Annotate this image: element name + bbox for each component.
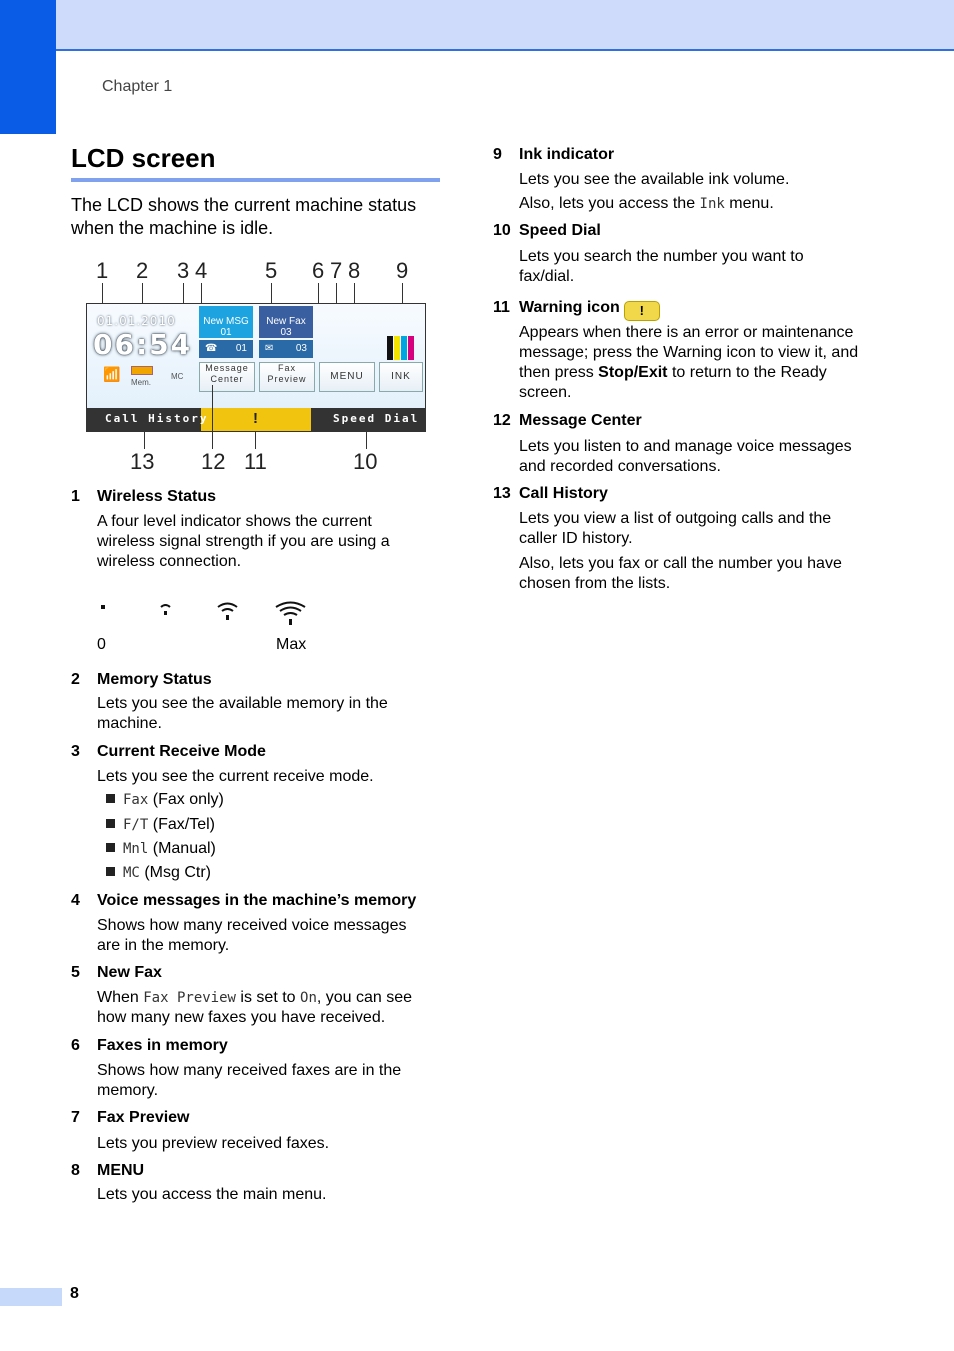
- lcd-diagram: [86, 255, 426, 475]
- voice-count: 01: [235, 343, 247, 354]
- section-title: LCD screen: [71, 143, 216, 173]
- leader-11: [255, 431, 256, 449]
- item-3-text: Lets you see the current receive mode.: [97, 768, 374, 785]
- item-10-heading: 10 Speed Dial: [493, 222, 601, 239]
- new-fax-label: New Fax: [266, 316, 306, 327]
- warning-icon: !: [253, 410, 258, 427]
- item-13-text-2: Also, lets you fax or call the number you have chosen from the lists.: [519, 555, 842, 592]
- memory-status-icon: [131, 366, 153, 375]
- call-history-button[interactable]: Call History: [105, 412, 209, 425]
- warning-inline-icon: !: [624, 301, 660, 321]
- item-13-text: Lets you view a list of outgoing calls and the caller ID history.: [519, 510, 832, 547]
- item-1-text: A four level indicator shows the current wireless signal strength if you are using a wireless connection.: [97, 513, 390, 570]
- item-3-heading: 3 Current Receive Mode: [71, 743, 266, 760]
- fax-preview-button[interactable]: Fax Preview: [259, 362, 315, 392]
- signal-min-label: 0: [97, 636, 106, 653]
- callout-6: 6: [312, 258, 325, 283]
- new-msg-label: New MSG: [203, 316, 249, 327]
- title-rule: [71, 178, 440, 182]
- ink-black: [387, 336, 393, 360]
- voice-icon: ☎: [205, 343, 218, 354]
- page-number-band: [0, 1288, 62, 1306]
- item-11-heading: 11 Warning icon !: [493, 299, 660, 321]
- mode-mc: MC (Msg Ctr): [106, 864, 211, 882]
- ink-yellow: [394, 336, 400, 360]
- signal-level-0-icon: [98, 601, 110, 619]
- callout-13: 13: [130, 449, 155, 474]
- item-13-heading: 13 Call History: [493, 485, 608, 502]
- item-2-heading: 2 Memory Status: [71, 671, 212, 688]
- item-9-heading: 9 Ink indicator: [493, 146, 615, 163]
- callout-8: 8: [348, 258, 361, 283]
- ink-magenta: [408, 336, 414, 360]
- new-msg-count: 01: [220, 327, 232, 338]
- item-8-text: Lets you access the main menu.: [97, 1186, 327, 1203]
- leader-12: [212, 385, 213, 449]
- callout-2: 2: [136, 258, 149, 283]
- lcd-screen: [86, 303, 426, 432]
- lcd-time: 06:54: [93, 328, 193, 361]
- leader-13: [144, 431, 145, 449]
- callout-9: 9: [396, 258, 409, 283]
- item-7-heading: 7 Fax Preview: [71, 1109, 190, 1126]
- message-center-button[interactable]: Message Center: [199, 362, 255, 392]
- leader-10: [366, 431, 367, 449]
- mode-fax: Fax (Fax only): [106, 791, 224, 809]
- callout-12: 12: [201, 449, 226, 474]
- item-2-text: Lets you see the available memory in the machine.: [97, 695, 388, 732]
- item-6-text: Shows how many received faxes are in the memory.: [97, 1062, 402, 1099]
- mode-mnl: Mnl (Manual): [106, 840, 216, 858]
- chapter-tab: [0, 0, 56, 134]
- wireless-icon: 📶: [103, 366, 121, 382]
- signal-max-label: Max: [276, 636, 307, 653]
- item-5-text: When Fax Preview is set to On, you can see how many new faxes you have received.: [97, 989, 413, 1026]
- page-number: 8: [70, 1285, 79, 1302]
- intro-text: The LCD shows the current machine status when the machine is idle.: [71, 195, 417, 238]
- callout-10: 10: [353, 449, 378, 474]
- callout-3: 3: [177, 258, 190, 283]
- item-6-heading: 6 Faxes in memory: [71, 1037, 228, 1054]
- callout-7: 7: [330, 258, 343, 283]
- item-4-heading: 4 Voice messages in the machine’s memory: [71, 892, 417, 909]
- fax-count: 03: [295, 343, 307, 354]
- new-fax-tile[interactable]: [259, 306, 313, 338]
- menu-button[interactable]: MENU: [319, 362, 375, 392]
- chapter-label: Chapter 1: [102, 78, 173, 95]
- signal-level-3-icon: [274, 601, 308, 632]
- item-12-text: Lets you listen to and manage voice messages and recorded conversations.: [519, 438, 852, 475]
- signal-level-1-icon: [158, 601, 174, 622]
- callout-4: 4: [195, 258, 208, 283]
- ink-cyan: [401, 336, 407, 360]
- item-8-heading: 8 MENU: [71, 1162, 145, 1179]
- item-1-heading: 1 Wireless Status: [71, 488, 217, 505]
- mode-ft: F/T (Fax/Tel): [106, 816, 215, 834]
- item-10-text: Lets you search the number you want to fax/dial.: [519, 248, 804, 285]
- top-band: [0, 0, 954, 51]
- fax-icon: ✉: [265, 343, 274, 354]
- item-7-text: Lets you preview received faxes.: [97, 1135, 330, 1152]
- new-msg-tile[interactable]: [199, 306, 253, 338]
- receive-mode-label: MC: [171, 372, 184, 381]
- memory-label: Mem.: [131, 378, 151, 387]
- item-5-heading: 5 New Fax: [71, 964, 162, 981]
- ink-button[interactable]: INK: [379, 362, 423, 392]
- item-4-text: Shows how many received voice messages are in the memory.: [97, 917, 407, 954]
- faxes-in-memory-tile: [259, 340, 313, 358]
- item-12-heading: 12 Message Center: [493, 412, 642, 429]
- item-11-text: Appears when there is an error or maintenance message; press the Warning icon to view it, and then press Stop/Exit to return to the Ready screen.: [519, 324, 859, 401]
- signal-level-2-icon: [216, 601, 240, 628]
- callout-1: 1: [96, 258, 109, 283]
- item-9-text-2: Also, lets you access the Ink menu.: [519, 195, 774, 212]
- callout-5: 5: [265, 258, 278, 283]
- callout-11: 11: [244, 449, 267, 474]
- lcd-date: 01.01.2010: [97, 314, 176, 328]
- speed-dial-button[interactable]: Speed Dial: [333, 412, 420, 425]
- new-fax-count: 03: [280, 327, 292, 338]
- item-9-text: Lets you see the available ink volume.: [519, 171, 790, 188]
- voice-messages-tile: [199, 340, 253, 358]
